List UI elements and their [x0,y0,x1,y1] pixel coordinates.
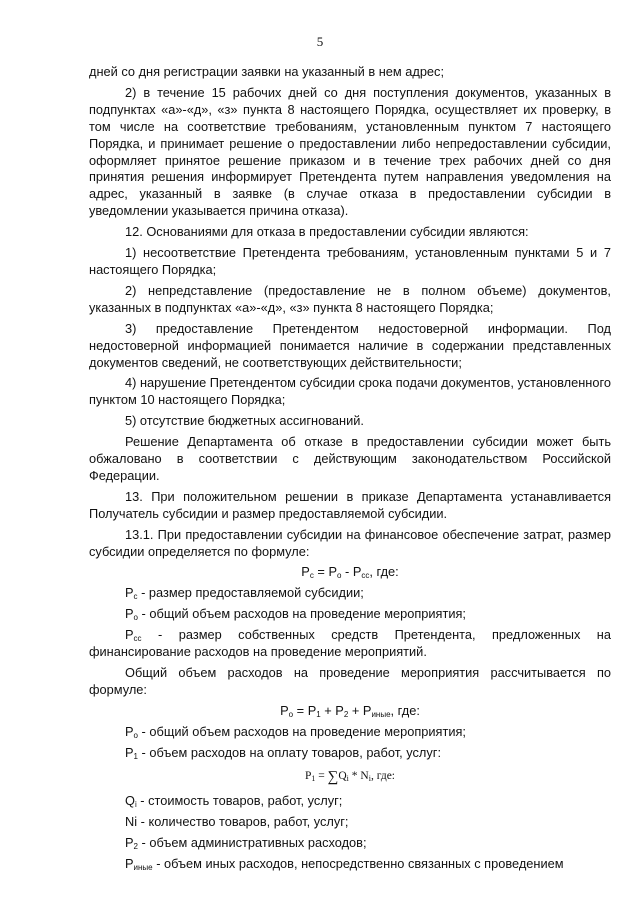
paragraph: 1) несоответствие Претендента требованиям, установленным пунктами 5 и 7 настоящего Порядка; [89,245,611,277]
definition-po: $Р_о$ - общий объем расходов на проведение мероприятия; [125,723,466,740]
paragraph: Решение Департамента об отказе в предоставлении субсидии может быть обжаловано в соответствии с действующим законодательством Российской Федерации. [89,434,611,483]
formula-subsidy: $Р_с = Р_о - Р_{сс}$, где: [301,564,399,581]
paragraph: 2) непредставление (предоставление не в полном объеме) документов, указанных в подпунктах «а»-«д», «з» пункта 8 настоящего Порядка; [89,282,611,315]
definition-ni: Ni - количество товаров, работ, услуг; [125,814,349,830]
formula-total-expenses: $Р_о = Р_1 + Р_2 + Р_{иные}$, где: [280,702,420,719]
page-number: 5 [316,34,324,49]
document-body [89,64,611,877]
definition-qi: $Q_i$ - стоимость товаров, работ, услуг; [125,793,343,810]
definition-pinye: $Р_{иные}$ - объем иных расходов, непосредственно связанных с проведением [125,856,564,873]
definition-po: $Р_о$ - общий объем расходов на проведение мероприятия; [125,606,466,623]
paragraph: 13. При положительном решении в приказе Департамента устанавливается Получатель субсидии и размер предоставляемой субсидии. [89,488,611,521]
paragraph: 13.1. При предоставлении субсидии на финансовое обеспечение затрат, размер субсидии определяется по формуле: [89,526,611,559]
sum-icon: ∑ [327,768,339,785]
formula-p1: $Р_1 = \sum Q_i * N_i$, где: [305,768,395,785]
definition-pcc: $Р_{сс}$ - размер собственных средств Претендента, предложенных на финансирование расходов на проведение мероприятий. [89,627,611,660]
paragraph: дней со дня регистрации заявки на указанный в нем адрес; [89,64,445,79]
definition-p2: $Р_2$ - объем административных расходов; [125,835,367,852]
paragraph: Общий объем расходов на проведение мероприятия рассчитывается по формуле: [89,665,611,697]
paragraph: 2) в течение 15 рабочих дней со дня поступления документов, указанных в подпунктах «а»-«д», «з» пункта 8 настоящего Порядка, осуществляет их проверку, в том числе на соответствие требованиям, установленным пунктом 7 настоящего Порядка, и принимает решение о предоставлении либо непредоставлении субсидии, оформляет принятое решение приказом и в течение трех рабочих дней со дня принятия решения информирует Претендента путем направления уведомления на адрес, указанный в заявке (в случае отказа в предоставлении субсидии в уведомлении указывается причина отказа). [89,84,611,219]
definition-pc: $Р_с$ - размер предоставляемой субсидии; [125,585,364,602]
definition-p1: $Р_1$ - объем расходов на оплату товаров, работ, услуг: [125,744,442,761]
paragraph: 4) нарушение Претендентом субсидии срока подачи документов, установленного пунктом 10 настоящего Порядка; [89,375,611,408]
paragraph: 3) предоставление Претендентом недостоверной информации. Под недостоверной информацией понимается наличие в содержании представленных документов сведений, не соответствующих действительности; [89,320,611,370]
paragraph: 12. Основаниями для отказа в предоставлении субсидии являются: [125,224,529,240]
paragraph: 5) отсутствие бюджетных ассигнований. [125,413,364,429]
